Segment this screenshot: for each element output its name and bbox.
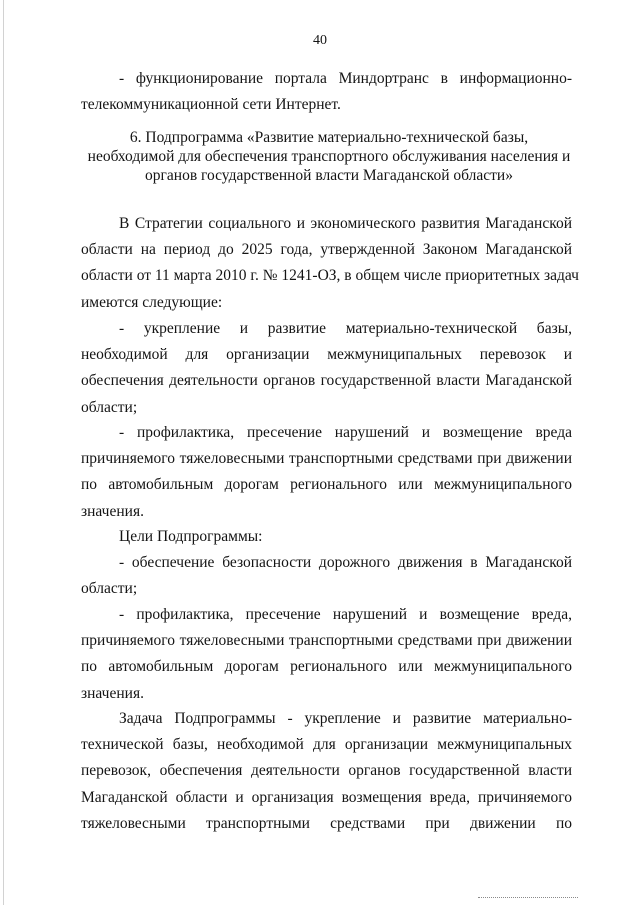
text-line: имеются следующие: — [81, 293, 223, 311]
goal-item — [81, 602, 572, 707]
text-line: по автомобильным дорогам регионального или межмуниципального — [81, 476, 572, 494]
text-line: технической базы, необходимой для организации межмуниципальных — [81, 736, 572, 754]
intro-bullet — [81, 66, 572, 118]
text-line: - укрепление и развитие материально-технической базы, — [119, 320, 572, 337]
text-line: обеспечения деятельности органов государственной власти Магаданской — [81, 372, 572, 390]
goals-heading — [81, 524, 572, 550]
text-line: области; — [81, 580, 138, 598]
strategy-paragraph — [81, 211, 579, 316]
goal-item — [81, 550, 572, 602]
text-line: телекоммуникационной сети Интернет. — [81, 96, 341, 114]
text-line: области; — [81, 398, 138, 416]
text-line: Магаданской области и организация возмещения вреда, причиняемого — [81, 788, 572, 806]
heading-line: органов государственной власти Магаданской области» — [145, 167, 513, 184]
text-line: - функционирование портала Миндортранс в информационно- — [119, 70, 572, 87]
text-line: перевозок, обеспечения деятельности органов государственной власти — [81, 762, 572, 780]
text-line: - профилактика, пресечение нарушений и возмещение вреда, — [119, 606, 572, 623]
task-paragraph — [81, 706, 572, 837]
text-line: - обеспечение безопасности дорожного движения в Магаданской — [119, 554, 572, 571]
text-line: Цели Подпрограммы: — [119, 528, 263, 545]
scan-mark — [478, 897, 578, 898]
scan-edge-line — [3, 0, 4, 905]
text-line: причиняемого тяжеловесными транспортными средствами при движении — [81, 450, 572, 468]
text-line: необходимой для организации межмуниципальных перевозок и — [81, 346, 572, 364]
text-line: значения. — [81, 502, 144, 520]
heading-line: необходимой для обеспечения транспортного обслуживания населения и — [87, 148, 571, 165]
text-line: по автомобильным дорогам регионального или межмуниципального — [81, 658, 572, 676]
text-line: области от 11 марта 2010 г. № 1241-ОЗ, в общем числе приоритетных задач — [81, 267, 579, 285]
text-line: тяжеловесными транспортными средствами при движении по — [81, 814, 572, 832]
text-line: В Стратегии социального и экономического развития Магаданской — [119, 215, 572, 232]
priority-task-item — [81, 316, 572, 421]
text-line: Задача Подпрограммы - укрепление и развитие материально- — [119, 710, 572, 727]
heading-line: 6. Подпрограмма «Развитие материально-технической базы, — [129, 129, 529, 146]
priority-task-item — [81, 420, 572, 525]
text-line: значения. — [81, 684, 144, 702]
page-number: 40 — [313, 33, 327, 48]
section-heading — [84, 128, 574, 185]
text-line: - профилактика, пресечение нарушений и возмещение вреда — [119, 424, 572, 441]
text-line: причиняемого тяжеловесными транспортными средствами при движении — [81, 632, 572, 650]
text-line: области на период до 2025 года, утвержденной Законом Магаданской — [81, 241, 572, 259]
